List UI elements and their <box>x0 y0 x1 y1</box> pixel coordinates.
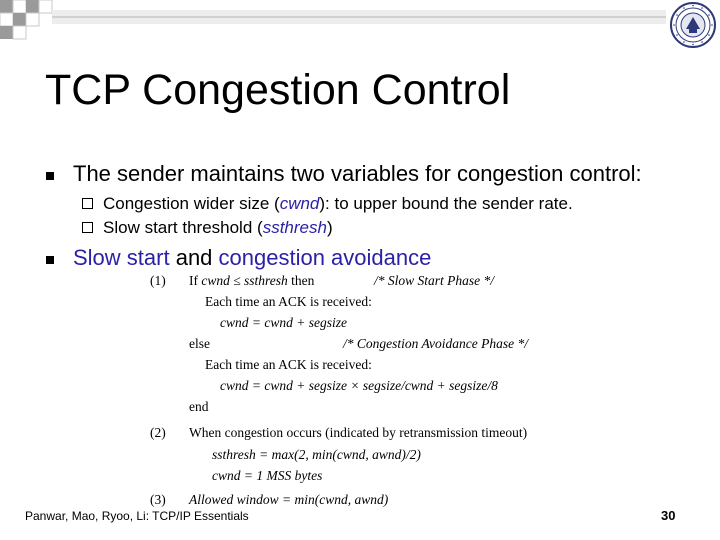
algo-line-ack-received: Each time an ACK is received: <box>205 294 372 309</box>
algo-step-number: (2) <box>150 425 166 440</box>
algo-line-congestion-occurs: When congestion occurs (indicated by retransmission timeout) <box>189 425 528 440</box>
page-number: 30 <box>661 508 676 523</box>
hollow-square-bullet-icon <box>82 198 93 209</box>
algo-line-cwnd-increase: cwnd = cwnd + segsize <box>220 315 347 330</box>
algo-comment-slow-start: /* Slow Start Phase */ <box>374 273 495 288</box>
sub-bullet-cwnd-text: Congestion wider size (cwnd): to upper bound the sender rate. <box>103 194 573 213</box>
bullet-sender-variables: The sender maintains two variables for congestion control: <box>73 161 642 186</box>
algo-line-cwnd-reset: cwnd = 1 MSS bytes <box>212 468 323 483</box>
hollow-square-bullet-icon <box>82 222 93 233</box>
algo-line-end: end <box>189 399 209 414</box>
algo-step-number: (1) <box>150 273 166 288</box>
algo-line-if: If cwnd ≤ ssthresh then <box>189 273 315 288</box>
university-seal-logo <box>669 1 717 49</box>
slide-title: TCP Congestion Control <box>45 66 511 114</box>
algo-line-ack-received: Each time an ACK is received: <box>205 357 372 372</box>
bullet-slow-start-congestion-avoidance: Slow start and congestion avoidance <box>73 245 432 270</box>
bullet-square-icon <box>46 256 54 264</box>
algo-line-cwnd-avoidance: cwnd = cwnd + segsize × segsize/cwnd + segsize/8 <box>220 378 498 393</box>
bullet-square-icon <box>46 172 54 180</box>
algo-line-allowed-window: Allowed window = min(cwnd, awnd) <box>189 492 389 507</box>
algo-line-else: else <box>189 336 210 351</box>
slide-footer: Panwar, Mao, Ryoo, Li: TCP/IP Essentials <box>25 509 249 523</box>
sub-bullet-ssthresh-text: Slow start threshold (ssthresh) <box>103 218 333 237</box>
decorative-header-squares <box>0 0 720 60</box>
algo-line-ssthresh-update: ssthresh = max(2, min(cwnd, awnd)/2) <box>212 447 421 462</box>
algo-step-number: (3) <box>150 492 166 507</box>
algo-comment-congestion-avoidance: /* Congestion Avoidance Phase */ <box>343 336 528 351</box>
